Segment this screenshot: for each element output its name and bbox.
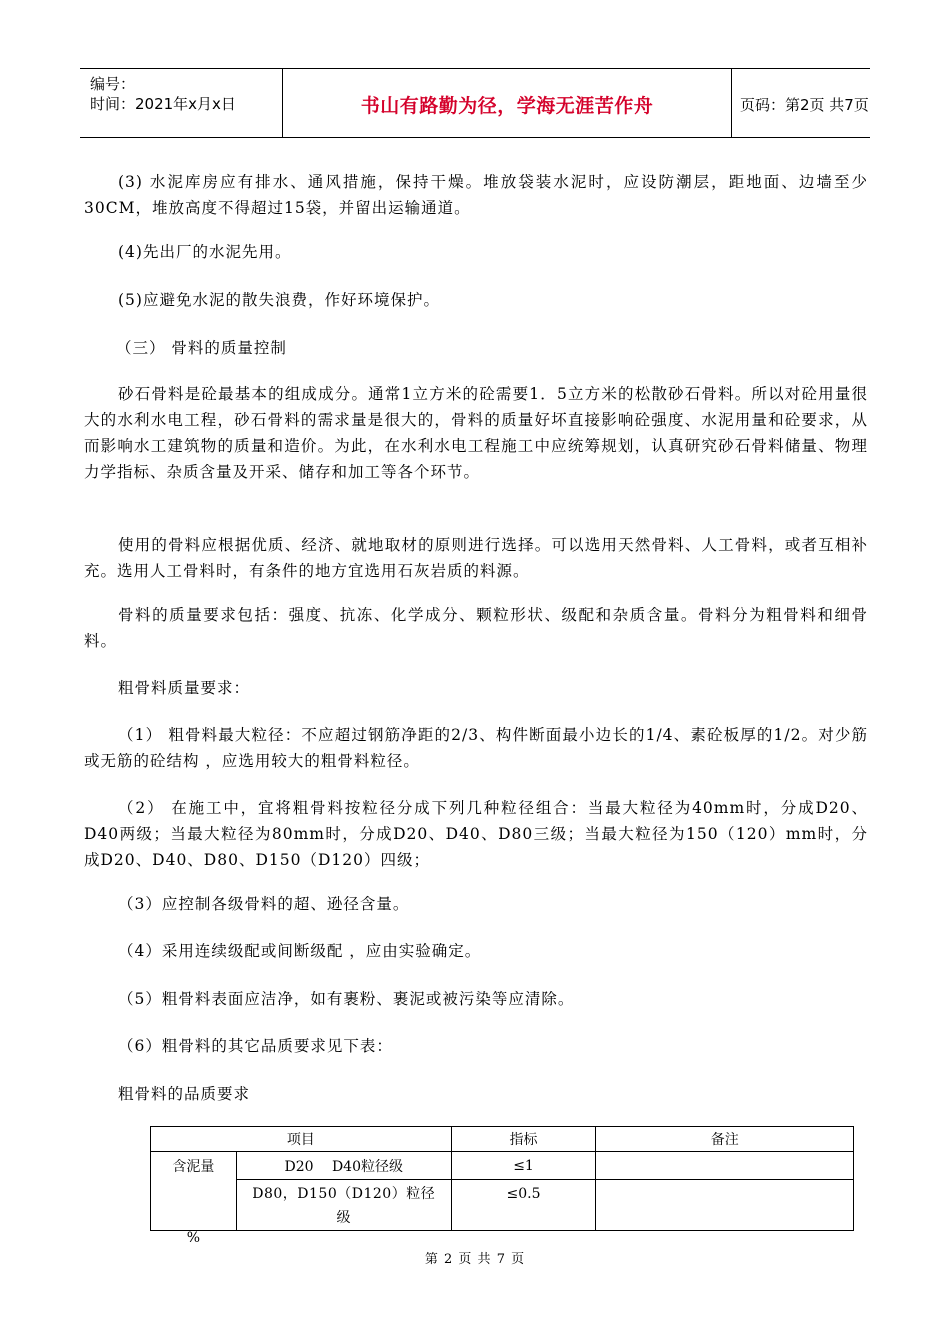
- paragraph-item-5: （5）粗骨料表面应洁净，如有裹粉、裹泥或被污染等应清除。: [118, 990, 575, 1008]
- paragraph-aggregate-selection: 使用的骨料应根据优质、经济、就地取材的原则进行选择。可以选用天然骨料、人工骨料，或者互相补充。选用人工骨料时，有条件的地方宜选用石灰岩质的料源。: [84, 536, 868, 580]
- table-row: [151, 1152, 854, 1180]
- coarse-aggregate-quality-table: [150, 1126, 854, 1246]
- section-heading-aggregate: （三） 骨料的质量控制: [116, 339, 287, 357]
- paragraph-quality-requirements: 骨料的质量要求包括：强度、抗冻、化学成分、颗粒形状、级配和杂质含量。骨料分为粗骨料和细骨料。: [84, 606, 868, 650]
- value-cell: ≤0.5: [451, 1180, 596, 1231]
- header-item: 项目: [151, 1127, 452, 1152]
- header-motto-cell: [282, 69, 732, 137]
- paragraph-cement-storage: (3) 水泥库房应有排水、通风措施，保持干燥。堆放袋装水泥时，应设防潮层，距地面、边墙至少30CM，堆放高度不得超过15袋，并留出运输通道。: [84, 173, 868, 217]
- header-meta-cell: [80, 69, 282, 137]
- header-value: 指标: [451, 1127, 596, 1152]
- item-cell: D80，D150（D120）粒径级: [236, 1180, 451, 1231]
- page-number-label: 页码：第2页 共7页: [740, 96, 869, 114]
- header-note: 备注: [596, 1127, 854, 1152]
- motto-text: 书山有路勤为径，学海无涯苦作舟: [360, 95, 654, 117]
- page-footer: 第 2 页 共 7 页: [424, 1252, 526, 1267]
- time-label: 时间：2021年x月x日: [90, 95, 236, 113]
- note-cell: [596, 1180, 854, 1231]
- header-page-cell: [732, 69, 870, 137]
- paragraph-item-6: （6）粗骨料的其它品质要求见下表：: [118, 1037, 393, 1055]
- group-label-cell: [151, 1152, 237, 1246]
- paragraph-avoid-waste: (5)应避免水泥的散失浪费，作好环境保护。: [118, 291, 440, 309]
- group-label-unit: %: [186, 1230, 201, 1246]
- code-label: 编号：: [90, 75, 136, 93]
- paragraph-item-4: （4）采用连续级配或间断级配 ，应由实验确定。: [118, 942, 482, 960]
- document-header: [80, 68, 870, 138]
- group-label-top: 含泥量: [172, 1159, 215, 1175]
- paragraph-first-in-first-out: (4)先出厂的水泥先用。: [118, 243, 292, 261]
- paragraph-item-2: （2） 在施工中，宜将粗骨料按粒径分成下列几种粒径组合：当最大粒径为40mm时，分成D20、D40两级；当最大粒径为80mm时，分成D20、D40、D80三级；当最大粒径为150（120）mm时，分成D20、D40、D80、D150（D120）四级；: [84, 799, 868, 869]
- paragraph-coarse-heading: 粗骨料质量要求：: [118, 679, 251, 697]
- paragraph-item-1: （1） 粗骨料最大粒径：不应超过钢筋净距的2/3、构件断面最小边长的1/4、素砼板厚的1/2。对少筋或无筋的砼结构 ，应选用较大的粗骨料粒径。: [84, 726, 868, 770]
- table-row: [151, 1180, 854, 1231]
- table-caption: 粗骨料的品质要求: [118, 1085, 251, 1103]
- value-cell: ≤1: [451, 1152, 596, 1180]
- item-cell: D20 D40粒径级: [236, 1152, 451, 1180]
- table-header-row: [151, 1127, 854, 1152]
- note-cell: [596, 1152, 854, 1180]
- paragraph-item-3: （3）应控制各级骨料的超、逊径含量。: [118, 895, 410, 913]
- paragraph-aggregate-intro: 砂石骨料是砼最基本的组成成分。通常1立方米的砼需要1．5立方米的松散砂石骨料。所以对砼用量很大的水利水电工程，砂石骨料的需求量是很大的，骨料的质量好坏直接影响砼强度、水泥用量和砼要求，从而影响水工建筑物的质量和造价。为此，在水利水电工程施工中应统筹规划，认真研究砂石骨料储量、物理力学指标、杂质含量及开采、储存和加工等各个环节。: [84, 385, 868, 481]
